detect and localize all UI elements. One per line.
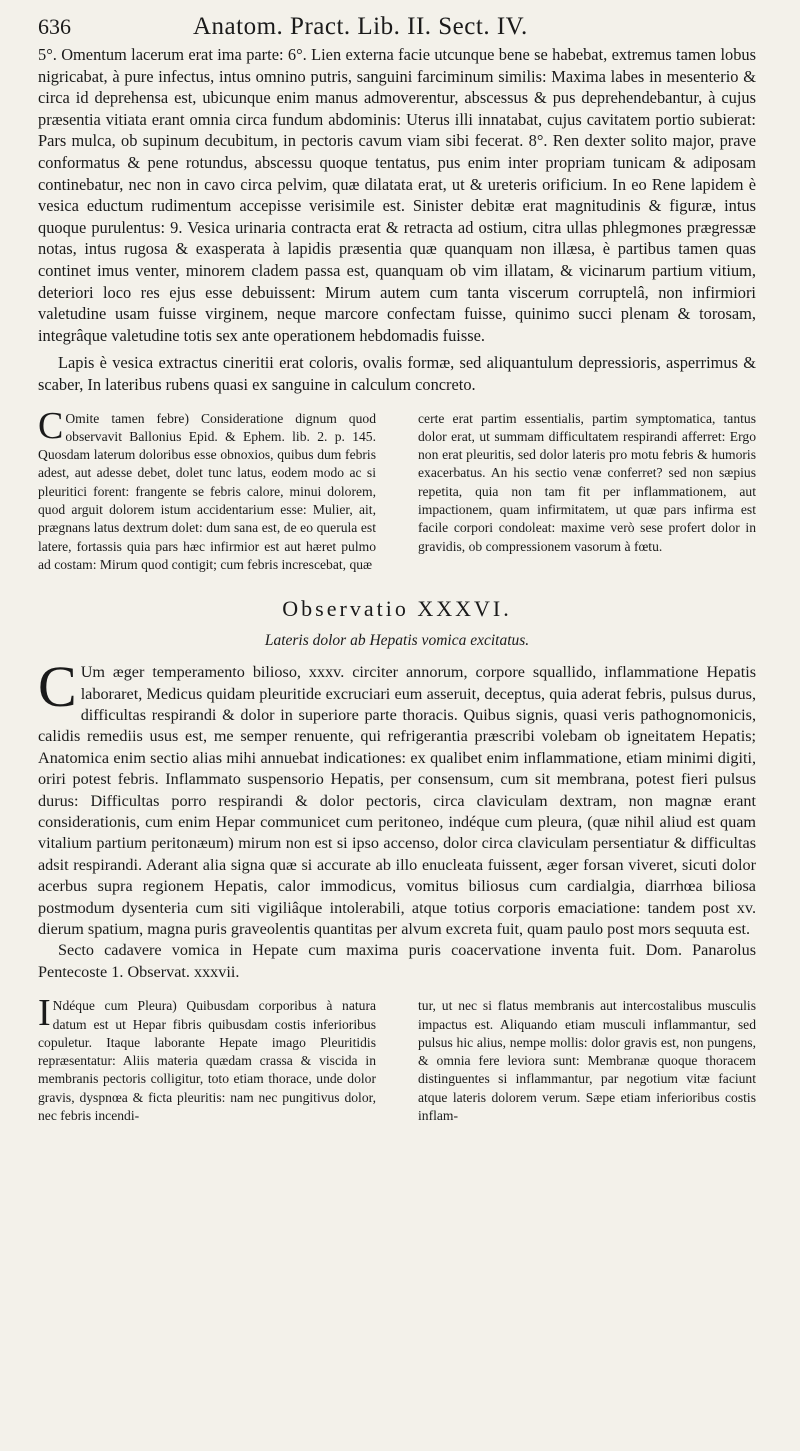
- page-header: [38, 12, 756, 42]
- scholion-1-left-text: Omite tamen febre) Consideratione dignum quod observavit Ballonius Epid. & Ephem. lib. 2. p. 145. Quosdam laterum doloribus esse obnoxios, quibus dum febris adest, aut adesse debet, dolet tunc latus, eodem modo ac si pleuritici forent: frangente se febris calore, minui dolorem, quod arguit dolorem istum accidentarium esse: Mulier, ait, prægnans latus dextrum dolet: dum sana est, de eo querula est latere, fortassis quia pars hæc infirmior est aut hæret pulmo ad costam: Mirum quod contigit; cum febris increscebat, quæ: [38, 410, 376, 572]
- observation-dropcap: C: [38, 654, 77, 720]
- scholion-1: [38, 404, 756, 575]
- observation-body-text: Um æger temperamento bilioso, xxxv. circiter annorum, corpore squallido, inflammatione Hepatis laboraret, Medicus quidam pleuritide excruciari eum asseruit, deceptus, quia aderat febris, pulsus durus, difficultas respirandi & dolor in superiore parte thoracis. Quibus signis, quasi veris pathognomonicis, calidis remediis usus est, me semper renuente, qui refrigerantia præscribi volebam ob igneitatem Hepatis; Anatomica enim sectio alias mihi annuebat indicationes: ex qualibet enim inflammatione, etiam minimi digiti, oriri potest febris. Inflammato suspensorio Hepatis, per consensum, cum sit membrana, potest fieri pulsus durus: Difficultas porro respirandi & dolor pectoris, circa claviculam dextram, non magnæ erant considerationis, cum enim Hepar communicet cum peritoneo, indéque cum pleura, (quæ nihil aliud est quam vitalium partium peritonæum) mirum non est si ipso accenso, dolor circa claviculam persentiatur & difficultas adsit respirandi. Aderant alia signa quæ si accurate ab illo enucleata fuissent, æger forsan viveret, sicuti dolor acerbus supra regionem Hepatis, calor immodicus, vomitus biliosus cum cardialgia, diarrhœa biliosa postmodum dysenteria cum siti vigiliâque intolerabili, atque totius corporis emaciatione: tandem post xv. dierum spatium, magna puris graveolentis quantitas per alvum excreta fuit, quam paulo post mors sequuta est.: [38, 663, 756, 939]
- scholion-1-left-column: [38, 404, 376, 575]
- scholion-2-left-text: Ndéque cum Pleura) Quibusdam corporibus à natura datum est ut Hepar fibris quibusdam costis inferioribus copuletur. Itaque laborante Hepate imago Pleuritidis repræsentatur: Aliis materia quædam crassa & viscida in membranis pectoris colligitur, toto etiam thorace, unde dolor gravis, dyspnœa & ficta pleuritis: nam nec pungitivus dolor, nec febris incendi-: [38, 998, 376, 1124]
- scholion-1-dropcap: C: [38, 404, 64, 447]
- intro-paragraph-2: Lapis è vesica extractus cineritii erat coloris, ovalis formæ, sed aliquantulum depressioris, asperrimus & scaber, In lateribus rubens quasi ex sanguine in calculum concreto.: [38, 353, 756, 394]
- scholion-1-right-column: certe erat partim essentialis, partim symptomatica, tantus dolor erat, ut summam difficultatem respirandi afferret: Ergo non erat pleuritis, sed dolor lateris pro motu febris & humoris exacerbatus. An his sectio venæ conferret? sed non sæpius repetita, quia non tam fit per inflammationem, aut impactionem, quam infirmitatem, ut quæ pars infirma est facile corpori condoleat: maxime verò sese profert dolor in gravidis, ob compressionem vasorum à fœtu.: [418, 410, 756, 554]
- scholion-2: [38, 992, 756, 1125]
- scholion-2-left-column: [38, 992, 376, 1125]
- intro-paragraph-1: 5°. Omentum lacerum erat ima parte: 6°. Lien externa facie utcunque bene se habebat, extremus tamen lobus nigricabat, à pure infectus, intus omnino putris, sanguini farciminum similis: Maxima labes in mesenterio & circa id deprehensa est, ubicunque enim manus admoverentur, abscessus & pus deprehendebantur, à cujus præsentia vitiata erant omnia circa fundum abdominis: Uterus illi innatabat, cujus cavitatem portio subierat: Pars mulca, ob supinum decubitum, in pectoris cavum viam sibi fecerat. 8°. Ren dexter solito major, prave conformatus & pene rotundus, abscessu quoque tentatus, pus enim inter propriam tunicam & adiposam continebatur, nec non in cavo circa pelvim, quæ dilatata erat, ut & ureteris orificium. In eo Rene lapidem è vesica eductum rudimentum accepisse verisimile est. Sinister debitæ erat magnitudinis & figuræ, intus quoque purulentus: 9. Vesica urinaria contracta erat & retracta ad ostium, citra ullas phlegmones prægressæ notas, intus rugosa & exasperata à lapidis præsentia quæ quanquam non illæsa, è partibus tamen quas continet imus venter, minorem cladem passa est, quanquam ob vim illatam, & vicinarum partium vitium, deteriori loco res ejus esse debuissent: Mirum autem cum tanta viscerum corruptelâ, non infirmiori valetudine usam fuisse virginem, neque marcore confectam fuisse, quinimo succi plenam & torosam, integrâque valetudine totis sex ante operationem hebdomadis fuisse.: [38, 45, 756, 345]
- running-head: Anatom. Pract. Lib. II. Sect. IV.: [193, 13, 528, 40]
- observation-subtitle: Lateris dolor ab Hepatis vomica excitatus.: [264, 632, 530, 650]
- scholion-2-right-column: tur, ut nec si flatus membranis aut intercostalibus musculis impactus est. Aliquando etiam musculi inflammantur, sed pulsus hic alius, nempe mollis: dolor gravis est, non pungens, & omnia fere leviora sunt: Membranæ quoque thoracem distinguentes si inflammantur, par negotium vitæ faciunt atque lateris dolorem verum. Sæpe etiam inferioribus costis inflam-: [418, 998, 756, 1124]
- observation-conclusion: Secto cadavere vomica in Hepate cum maxima puris coacervatione inventa fuit. Dom. Panarolus Pentecoste 1. Observat. xxxvii.: [38, 941, 756, 981]
- scholion-2-dropcap: I: [38, 992, 51, 1035]
- observation-title: Observatio XXXVI.: [282, 596, 512, 622]
- page-number: 636: [38, 14, 71, 39]
- observation-body: [38, 654, 756, 940]
